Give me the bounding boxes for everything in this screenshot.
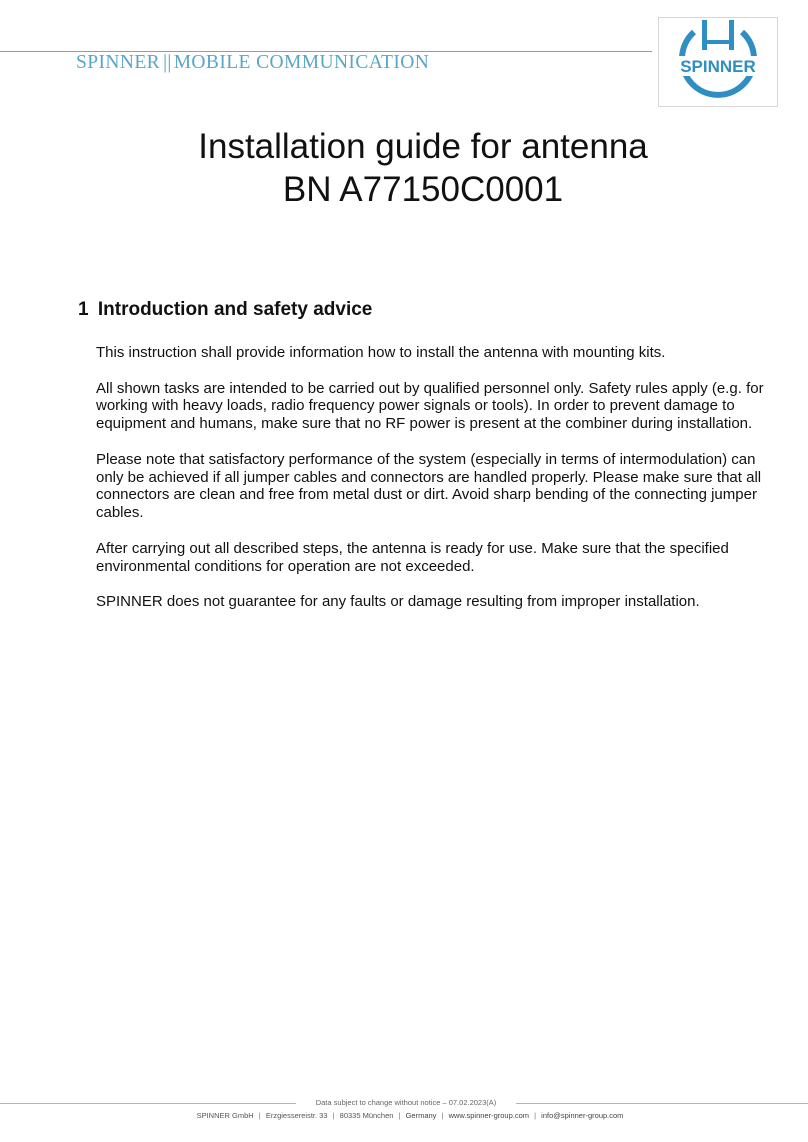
section-number: 1 [78,299,89,320]
logo-wordmark: SPINNER [680,57,756,76]
document-title [60,125,786,211]
paragraph: This instruction shall provide information how to install the antenna with mounting kits. [96,344,666,361]
section-body [96,344,766,629]
paragraph: SPINNER does not guarantee for any faults or damage resulting from improper installation. [96,593,700,611]
division-name: MOBILE COMMUNICATION [173,52,430,73]
footer-divider: | [398,1111,401,1120]
footer-rule [0,1103,304,1104]
paragraph: All shown tasks are intended to be carried out by qualified personnel only. Safety rules apply (e.g. for working with heavy loads, radio frequency power signals or tools). In order to prevent damage to equipment and humans, make sure that no RF power is present at the combiner during installation. [96,379,764,433]
title-line-2: BN A77150C0001 [282,170,564,209]
title-line-1: Installation guide for antenna [198,127,648,166]
brand-separator: || [163,52,172,73]
brand-name: SPINNER [76,52,161,73]
footer-street: Erzgiessereistr. 33 [265,1111,328,1120]
footer-website-link[interactable]: www.spinner-group.com [448,1111,530,1120]
footer-divider: | [441,1111,444,1120]
footer-divider: | [258,1111,261,1120]
footer-country: Germany [405,1111,437,1120]
footer-company: SPINNER GmbH [196,1111,254,1120]
paragraph: After carrying out all described steps, the antenna is ready for use. Make sure that the specified environmental conditions for operation are not exceeded. [96,539,729,575]
footer-address [100,1110,720,1122]
spinner-logo [658,17,778,107]
footer-divider: | [534,1111,537,1120]
footer-divider: | [332,1111,335,1120]
footer-rule [508,1103,808,1104]
section-title: Introduction and safety advice [97,299,373,320]
brand-line [76,51,429,75]
footer-email-link[interactable]: info@spinner-group.com [541,1111,624,1120]
paragraph: Please note that satisfactory performance of the system (especially in terms of intermodulation) can only be achieved if all jumper cables and connectors are handled properly. Please make sure that all connectors are clean and free from metal dust or dirt. Avoid sharp bending of the connecting jumper cables. [96,450,762,522]
footer-city: 80335 München [339,1111,394,1120]
spinner-logo-icon [659,18,777,106]
section-heading [78,298,372,322]
footer-notice: Data subject to change without notice – 07.02.2023(A) [296,1097,516,1109]
